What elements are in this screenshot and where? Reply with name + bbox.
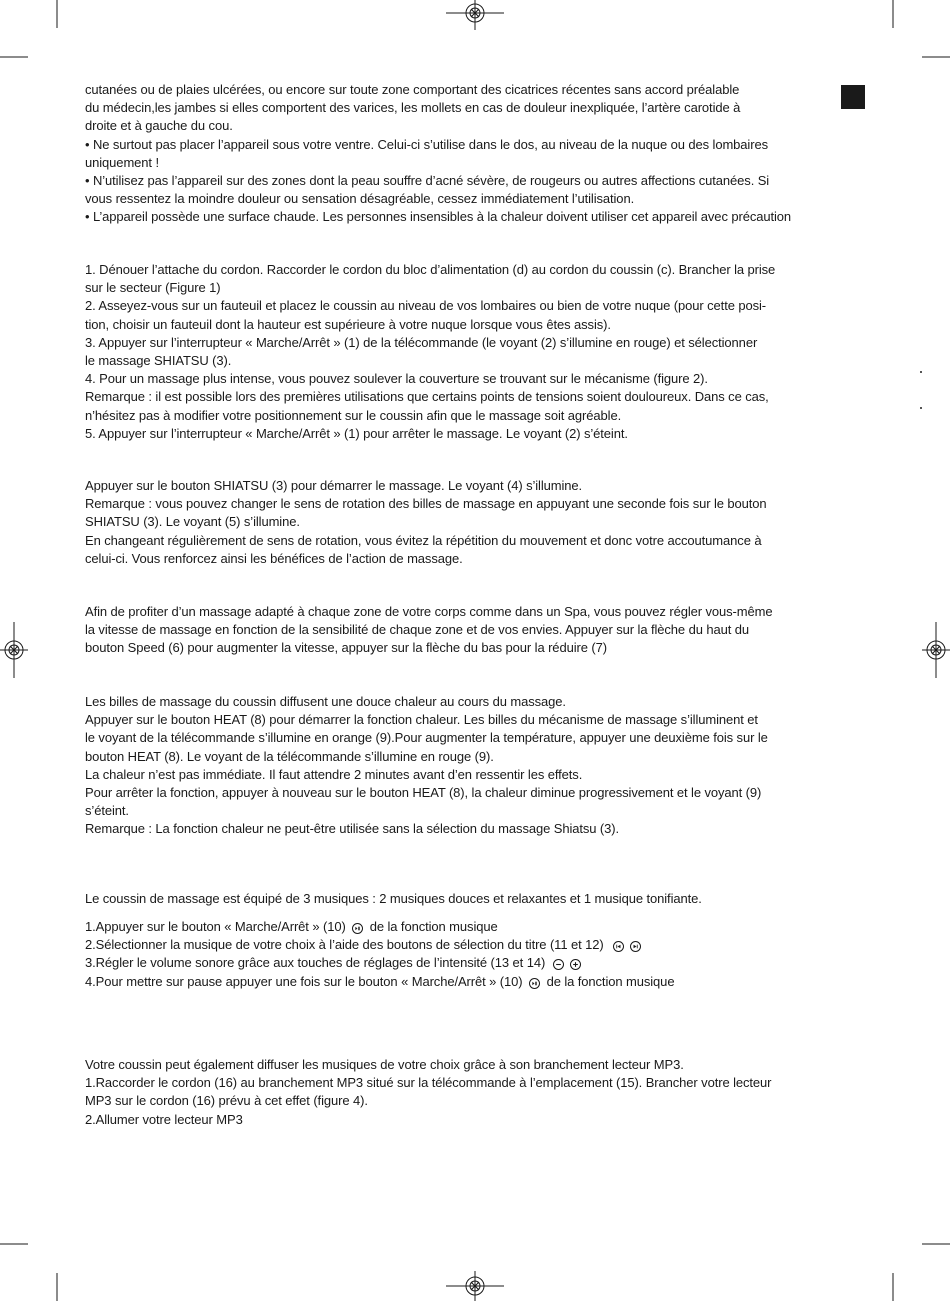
text-line: bouton Speed (6) pour augmenter la vitesse, appuyer sur la flèche du bas pour la réduire (7) [85,640,607,656]
text-line: vous ressentez la moindre douleur ou sensation désagréable, cessez immédiatement l’utilisation. [85,191,635,207]
text-fragment: 1.Appuyer sur le bouton « Marche/Arrêt » (10) [85,919,346,934]
text-line: 4. Pour un massage plus intense, vous pouvez soulever la couverture se trouvant sur le mécanisme (figure 2). [85,371,708,387]
text-line: Appuyer sur le bouton HEAT (8) pour démarrer la fonction chaleur. Les billes du mécanisme de massage s’illuminent et [85,712,758,728]
next-track-icon [630,941,641,952]
text-line: • Ne surtout pas placer l’appareil sous votre ventre. Celui-ci s’utilise dans le dos, au niveau de la nuque ou des lombaires [85,136,768,152]
text-line: 5. Appuyer sur l’interrupteur « Marche/Arrêt » (1) pour arrêter le massage. Le voyant (2) s’éteint. [85,425,628,441]
text-line: uniquement ! [85,154,159,170]
music-steps [85,918,870,991]
text-line: sur le secteur (Figure 1) [85,280,221,296]
usage-section [85,261,870,443]
music-intro [85,890,870,908]
play-pause-icon [529,978,540,989]
text-line: En changeant régulièrement de sens de rotation, vous évitez la répétition du mouvement et donc votre accoutumance à [85,532,762,548]
text-line: droite et à gauche du cou. [85,118,233,134]
text-line: du médecin,les jambes si elles comportent des varices, les mollets en cas de douleur inexpliquée, l’artère carotide à [85,100,741,116]
text-line: Le coussin de massage est équipé de 3 musiques : 2 musiques douces et relaxantes et 1 musique tonifiante. [85,891,702,906]
text-line: le massage SHIATSU (3). [85,353,232,369]
text-line: bouton HEAT (8). Le voyant de la télécommande s’illumine en rouge (9). [85,748,494,764]
stray-dot [920,371,922,373]
text-line: • L’appareil possède une surface chaude. Les personnes insensibles à la chaleur doivent utiliser cet appareil avec précaution [85,209,792,225]
text-line: Remarque : il est possible lors des premières utilisations que certains points de tensions soient douloureux. Dans ce cas, [85,389,769,405]
text-line: Appuyer sur le bouton SHIATSU (3) pour démarrer le massage. Le voyant (4) s’illumine. [85,478,583,493]
text-line: s’éteint. [85,803,129,819]
text-line: n’hésitez pas à modifier votre positionnement sur le coussin afin que le massage soit agréable. [85,407,622,423]
text-line: 2.Allumer votre lecteur MP3 [85,1111,243,1127]
music-step-2 [85,936,870,954]
text-line: Votre coussin peut également diffuser les musiques de votre choix grâce à son branchement lecteur MP3. [85,1057,684,1072]
stray-dot [920,407,922,409]
text-line: MP3 sur le cordon (16) prévu à cet effet (figure 4). [85,1093,368,1109]
text-line: cutanées ou de plaies ulcérées, ou encore sur toute zone comportant des cicatrices récentes sans accord préalable [85,82,740,97]
text-line: 1. Dénouer l’attache du cordon. Raccorder le cordon du bloc d’alimentation (d) au cordon du coussin (c). Brancher la prise [85,262,776,277]
text-line: celui-ci. Vous renforcez ainsi les bénéfices de l’action de massage. [85,550,463,566]
text-fragment: 3.Régler le volume sonore grâce aux touches de réglages de l’intensité (13 et 14) [85,955,546,971]
text-line: Les billes de massage du coussin diffusent une douce chaleur au cours du massage. [85,694,566,709]
music-step-1 [85,918,870,936]
play-pause-icon [352,923,363,934]
text-line: tion, choisir un fauteuil dont la hauteur est supérieure à votre nuque lorsque vous êtes assis). [85,316,611,332]
text-line: Remarque : La fonction chaleur ne peut-être utilisée sans la sélection du massage Shiatsu (3). [85,821,620,837]
heat-section [85,693,870,839]
text-line: La chaleur n’est pas immédiate. Il faut attendre 2 minutes avant d’en ressentir les effets. [85,766,583,782]
text-line: 1.Raccorder le cordon (16) au branchement MP3 situé sur la télécommande à l’emplacement (15). Brancher votre lecteur [85,1075,772,1091]
previous-track-icon [613,941,624,952]
text-line: 3. Appuyer sur l’interrupteur « Marche/Arrêt » (1) de la télécommande (le voyant (2) s’illumine en rouge) et sélectionner [85,334,758,350]
text-fragment: 2.Sélectionner la musique de votre choix à l’aide des boutons de sélection du titre (11 et 12) [85,937,604,953]
volume-plus-icon [570,959,581,970]
text-line: Pour arrêter la fonction, appuyer à nouveau sur le bouton HEAT (8), la chaleur diminue progressivement et le voyant (9) [85,785,762,801]
text-line: SHIATSU (3). Le voyant (5) s’illumine. [85,514,300,530]
text-line: 2. Asseyez-vous sur un fauteuil et placez le coussin au niveau de vos lombaires ou bien de votre nuque (pour cette posi- [85,298,767,314]
warnings-section [85,81,870,227]
text-line: • N’utilisez pas l’appareil sur des zones dont la peau souffre d’acné sévère, de rougeurs ou autres affections cutanées. Si [85,173,770,189]
text-fragment: de la fonction musique [546,973,675,989]
text-line: Remarque : vous pouvez changer le sens de rotation des billes de massage en appuyant une seconde fois sur le bouton [85,496,767,512]
volume-minus-icon [553,959,564,970]
music-step-4 [85,973,870,991]
text-line: le voyant de la télécommande s’illumine en orange (9).Pour augmenter la température, appuyer une deuxième fois sur le [85,730,768,746]
speed-section [85,603,870,658]
text-line: Afin de profiter d’un massage adapté à chaque zone de votre corps comme dans un Spa, vous pouvez régler vous-même [85,604,773,619]
text-line: la vitesse de massage en fonction de la sensibilité de chaque zone et de vos envies. Appuyer sur la flèche du haut du [85,622,750,638]
text-fragment: de la fonction musique [369,919,498,934]
music-step-3 [85,954,870,972]
shiatsu-section [85,477,870,568]
text-fragment: 4.Pour mettre sur pause appuyer une fois sur le bouton « Marche/Arrêt » (10) [85,973,523,989]
mp3-section [85,1056,870,1129]
